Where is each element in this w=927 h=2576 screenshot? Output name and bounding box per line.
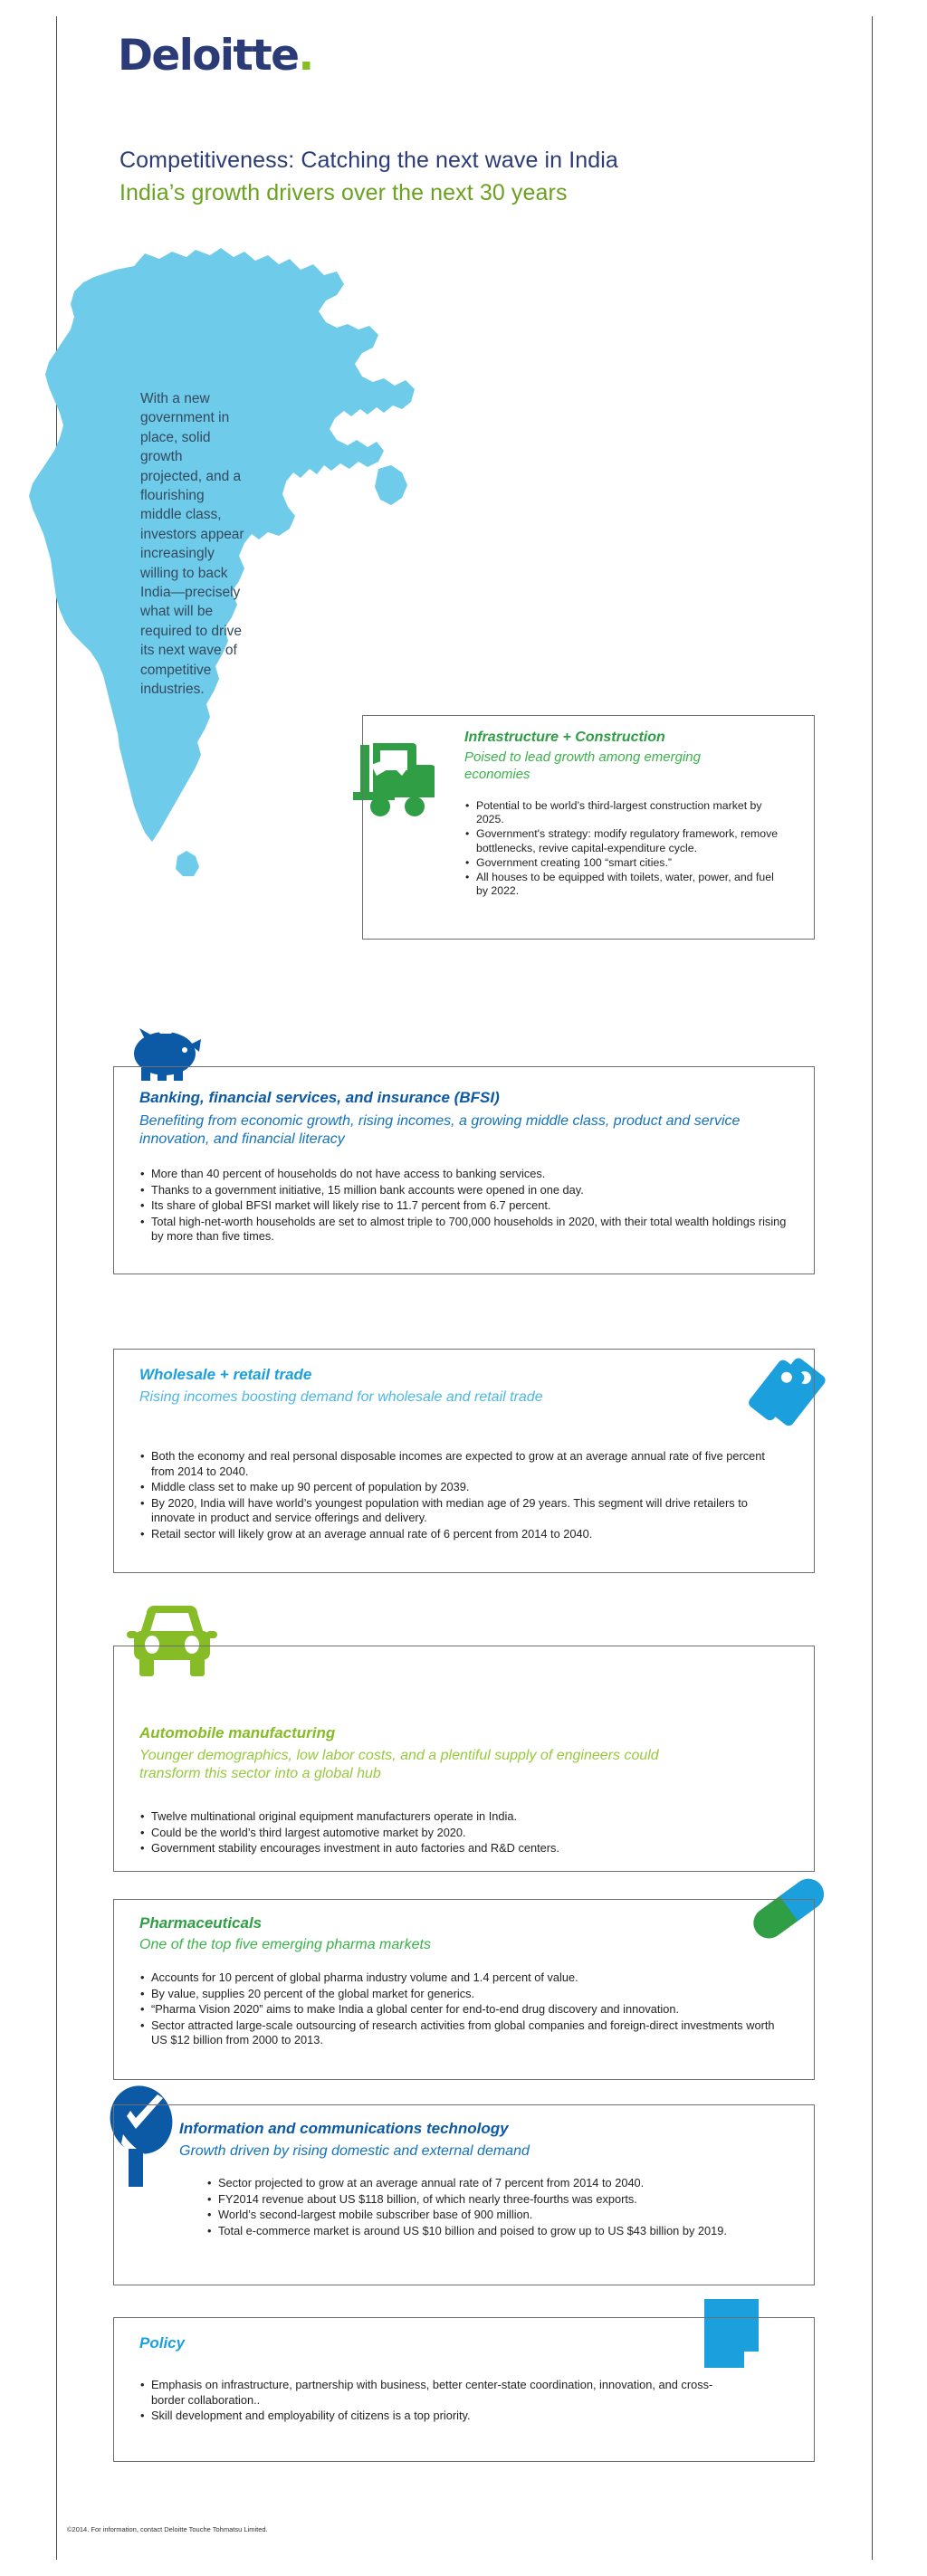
list-item: • Twelve multinational original equipment manufacturers operate in India.: [139, 1809, 773, 1825]
list-item: • Potential to be world’s third-largest construction market by 2025.: [464, 799, 781, 826]
list-item: • Thanks to a government initiative, 15 million bank accounts were opened in one day.: [139, 1183, 791, 1198]
infrastructure-subheading: Poised to lead growth among emerging economies: [464, 749, 701, 783]
list-item: • Government creating 100 “smart cities.”: [464, 856, 781, 870]
india-map-northeast: [375, 465, 407, 505]
deloitte-logo: [118, 31, 313, 81]
list-item: • Accounts for 10 percent of global pharma industry volume and 1.4 percent of value.: [139, 1970, 791, 1986]
list-item: • Government's strategy: modify regulatory framework, remove bottlenecks, revive capital-expenditure cycle.: [464, 827, 781, 854]
wholesale-subheading: Rising incomes boosting demand for wholesale and retail trade: [139, 1389, 543, 1405]
list-item: • Both the economy and real personal disposable incomes are expected to grow at an average annual rate of five percent from 2014 to 2040.: [139, 1449, 773, 1479]
list-item: • Government stability encourages investment in auto factories and R&D centers.: [139, 1841, 773, 1856]
automobile-subheading: Younger demographics, low labor costs, and a plentiful supply of engineers could transform this sector into a global hub: [139, 1748, 659, 1782]
ict-heading: Information and communications technology: [179, 2120, 509, 2137]
list-item: • “Pharma Vision 2020” aims to make India a global center for end-to-end drug discovery and innovation.: [139, 2002, 791, 2018]
list-item: • Sector attracted large-scale outsourcing of research activities from global companies and foreign-direct investments worth US $12 billion from 2000 to 2013.: [139, 2018, 791, 2048]
page-frame-right-rule: [872, 16, 873, 2560]
pharmaceuticals-subheading: One of the top five emerging pharma markets: [139, 1937, 431, 1952]
automobile-heading: Automobile manufacturing: [139, 1724, 336, 1741]
bfsi-bullets: [139, 1167, 791, 1245]
section-pharmaceuticals: [113, 1899, 815, 2080]
list-item: • Total high-net-worth households are set to almost triple to 700,000 households in 2020, with their total wealth holdings rising by more than five times.: [139, 1215, 791, 1245]
list-item: • Retail sector will likely grow at an average annual rate of 6 percent from 2014 to 2040.: [139, 1527, 773, 1542]
list-item: • By value, supplies 20 percent of the global market for generics.: [139, 1987, 791, 2002]
list-item: • Could be the world’s third largest automotive market by 2020.: [139, 1826, 773, 1841]
bfsi-subheading: Benefiting from economic growth, rising incomes, a growing middle class, product and service innovation, and financial literacy: [139, 1113, 741, 1148]
india-map-sri-lanka: [176, 851, 199, 876]
section-ict: [113, 2104, 815, 2285]
infrastructure-bullets: [464, 799, 781, 899]
section-automobile: [113, 1646, 815, 1872]
list-item: • By 2020, India will have world’s youngest population with median age of 29 years. This segment will drive retailers to innovate in product and service offerings and delivery.: [139, 1496, 773, 1526]
policy-bullets: [139, 2378, 719, 2425]
page-title: Competitiveness: Catching the next wave in India: [119, 148, 618, 173]
ict-subheading: Growth driven by rising domestic and external demand: [179, 2143, 530, 2159]
logo-wordmark: Deloitte: [118, 31, 299, 81]
list-item: • Sector projected to grow at an average annual rate of 7 percent from 2014 to 2040.: [206, 2176, 786, 2191]
list-item: • FY2014 revenue about US $118 billion, of which nearly three-fourths was exports.: [206, 2192, 786, 2208]
list-item: • Emphasis on infrastructure, partnership with business, better center-state coordination, innovation, and cross-border collaboration..: [139, 2378, 719, 2408]
policy-heading: Policy: [139, 2334, 186, 2352]
list-item: • Skill development and employability of citizens is a top priority.: [139, 2409, 719, 2424]
infrastructure-heading: Infrastructure + Construction: [464, 730, 665, 745]
page-subtitle: India’s growth drivers over the next 30 years: [119, 180, 568, 205]
list-item: • World’s second-largest mobile subscriber base of 900 million.: [206, 2208, 786, 2223]
section-policy: [113, 2317, 815, 2462]
wholesale-bullets: [139, 1449, 773, 1543]
wholesale-heading: Wholesale + retail trade: [139, 1366, 312, 1383]
section-bfsi: [113, 1066, 815, 1274]
map-callout-text: With a new government in place, solid growth projected, and a flourishing middle class, investors appear increasingly willing to back India—precisely what will be required to drive its next wave of competitive industries.: [140, 391, 244, 698]
logo-dot: .: [298, 31, 313, 81]
bfsi-heading: Banking, financial services, and insurance (BFSI): [139, 1089, 500, 1106]
list-item: • All houses to be equipped with toilets, water, power, and fuel by 2022.: [464, 871, 781, 898]
list-item: • Total e-commerce market is around US $10 billion and poised to grow up to US $43 billion by 2019.: [206, 2224, 786, 2239]
section-infrastructure: [362, 715, 815, 940]
pharmaceuticals-bullets: [139, 1970, 791, 2049]
pharmaceuticals-heading: Pharmaceuticals: [139, 1914, 263, 1932]
list-item: • Its share of global BFSI market will likely rise to 11.7 percent from 6.7 percent.: [139, 1198, 791, 1214]
list-item: • Middle class set to make up 90 percent of population by 2039.: [139, 1480, 773, 1495]
ict-bullets: [206, 2176, 786, 2239]
footer-copyright: ©2014. For information, contact Deloitte Touche Tohmatsu Limited.: [67, 2525, 268, 2533]
list-item: • More than 40 percent of households do not have access to banking services.: [139, 1167, 791, 1182]
section-wholesale-retail: [113, 1349, 815, 1573]
automobile-bullets: [139, 1809, 773, 1857]
